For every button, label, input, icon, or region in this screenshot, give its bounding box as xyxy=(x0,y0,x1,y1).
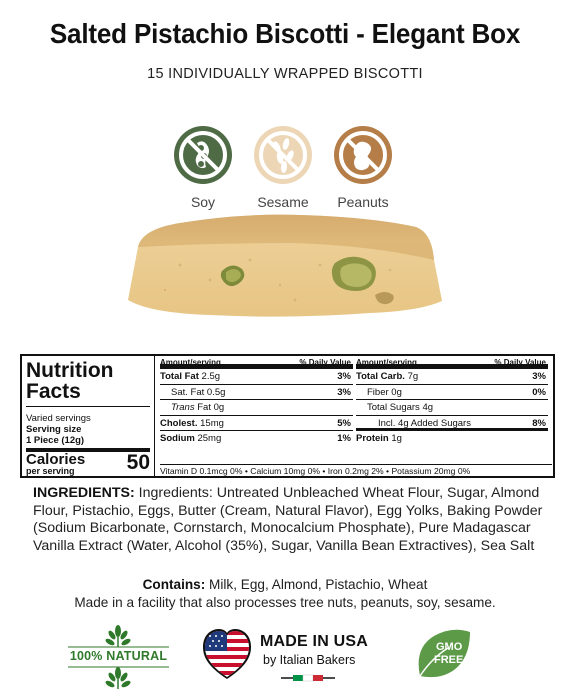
calories-label: Calories xyxy=(26,451,86,468)
soy-free-icon xyxy=(173,125,233,185)
nutrient-label: Sat. Fat xyxy=(171,386,205,398)
nutrition-facts-panel xyxy=(20,354,555,478)
nutrition-column-2 xyxy=(356,356,548,466)
natural-badge xyxy=(66,625,171,691)
nutrient-dv: 3% xyxy=(337,386,351,398)
ingredients-text: Ingredients: Untreated Unbleached Wheat Flour, Sugar, Almond Flour, Pistachio, Eggs, Butter (Cream, Natural Flavor), Egg Yolks, Baking Powder (Sodium Bicarbonate, Cornstarch, Monocalcium Phosphate), Pure Madagascar Vanilla Extract (Water, Alcohol (35%), Sugar, Vanilla Bean Extractives), Sea Salt xyxy=(33,485,543,554)
nutrient-label: Protein xyxy=(356,433,389,444)
amount-header: Amount/serving xyxy=(356,358,417,367)
peanut-free-icon xyxy=(333,125,393,185)
nutrition-column-1 xyxy=(160,356,353,466)
nutrient-row xyxy=(356,431,548,447)
nutrient-amount: 4g xyxy=(422,402,434,413)
nutrient-row xyxy=(356,369,548,385)
allergen-label: Sesame xyxy=(257,194,309,210)
nutrient-row xyxy=(160,431,353,447)
servings-block xyxy=(26,406,150,446)
nutrient-label: Total Carb. xyxy=(356,371,405,382)
nutrient-dv: 0% xyxy=(532,386,546,398)
nutrient-label: Fat xyxy=(197,402,211,413)
contains-line xyxy=(0,576,570,594)
nutrient-label: Incl. 4g Added Sugars xyxy=(378,417,471,429)
allergen-peanuts xyxy=(328,125,398,210)
nutrient-label: Cholest. xyxy=(160,417,198,429)
nutrition-header xyxy=(356,356,548,369)
contains-block xyxy=(0,576,570,611)
product-subtitle: 15 INDIVIDUALLY WRAPPED BISCOTTI xyxy=(147,66,423,82)
allergen-soy xyxy=(168,125,238,210)
nutrient-row xyxy=(160,385,353,401)
nutrient-label: Fiber xyxy=(367,386,389,398)
nutrient-row xyxy=(356,416,548,432)
nutrient-amount: 7g xyxy=(407,371,419,382)
allergen-label: Peanuts xyxy=(337,194,389,210)
made-in-usa-badge xyxy=(203,627,383,687)
nutrient-label: Total Sugars xyxy=(367,402,420,413)
nutrition-left-column xyxy=(22,356,155,476)
nutrition-title-line2: Facts xyxy=(26,380,81,403)
nutrient-amount: 0g xyxy=(391,386,402,398)
nutrient-row xyxy=(356,400,548,416)
ingredients-label: INGREDIENTS: xyxy=(33,485,135,501)
sesame-free-icon xyxy=(253,125,313,185)
biscotti-photo xyxy=(120,205,450,330)
nutrient-dv: 5% xyxy=(337,417,351,429)
nutrient-label-italic: Trans xyxy=(171,402,195,413)
serving-size-value: 1 Piece (12g) xyxy=(26,435,85,446)
nutrient-row xyxy=(160,369,353,385)
nutrient-amount: 0.5g xyxy=(206,386,226,398)
contains-text: Milk, Egg, Almond, Pistachio, Wheat xyxy=(209,577,428,592)
contains-label: Contains: xyxy=(142,577,206,592)
nutrition-header xyxy=(160,356,353,369)
dv-header: % Daily Value xyxy=(299,358,351,367)
nutrient-label: Sodium xyxy=(160,433,195,444)
allergen-sesame xyxy=(248,125,318,210)
facility-statement: Made in a facility that also processes tree nuts, peanuts, soy, sesame. xyxy=(74,594,496,610)
amount-header: Amount/serving xyxy=(160,358,221,367)
nutrition-title-line1: Nutrition xyxy=(26,359,114,382)
product-title: Salted Pistachio Biscotti - Elegant Box xyxy=(49,18,521,49)
italian-bakers-text: by Italian Bakers xyxy=(263,653,356,667)
made-in-usa-text: MADE IN USA xyxy=(260,633,368,650)
allergen-label: Soy xyxy=(190,194,216,210)
nutrient-amount: 2.5g xyxy=(201,371,221,382)
dv-header: % Daily Value xyxy=(494,358,546,367)
nutrient-dv: 3% xyxy=(337,371,351,382)
nutrient-amount: 1g xyxy=(391,433,402,444)
calories-value: 50 xyxy=(126,451,150,474)
nutrient-amount: 15mg xyxy=(200,417,224,429)
nutrient-row xyxy=(160,416,353,432)
vitamins-footer: Vitamin D 0.1mcg 0% • Calcium 10mg 0% • Iron 0.2mg 2% • Potassium 20mg 0% xyxy=(160,464,552,477)
gmo-free-badge xyxy=(412,628,472,680)
natural-badge-text: 100% NATURAL xyxy=(69,649,168,663)
calories-row xyxy=(26,452,150,476)
free-text: FREE xyxy=(434,654,464,666)
per-serving-label: per serving xyxy=(26,466,75,476)
nutrient-dv: 8% xyxy=(532,417,546,429)
nutrient-row xyxy=(356,385,548,401)
gmo-text: GMO xyxy=(436,641,463,653)
nutrient-row xyxy=(160,400,353,416)
nutrient-dv: 1% xyxy=(337,433,351,444)
ingredients-block xyxy=(33,485,545,555)
nutrient-dv: 3% xyxy=(532,371,546,382)
nutrient-label: Total Fat xyxy=(160,371,199,382)
varied-servings: Varied servings xyxy=(26,413,91,424)
nutrient-amount: 25mg xyxy=(197,433,222,444)
nutrient-amount: 0g xyxy=(213,402,225,413)
serving-size-label: Serving size xyxy=(26,424,82,435)
